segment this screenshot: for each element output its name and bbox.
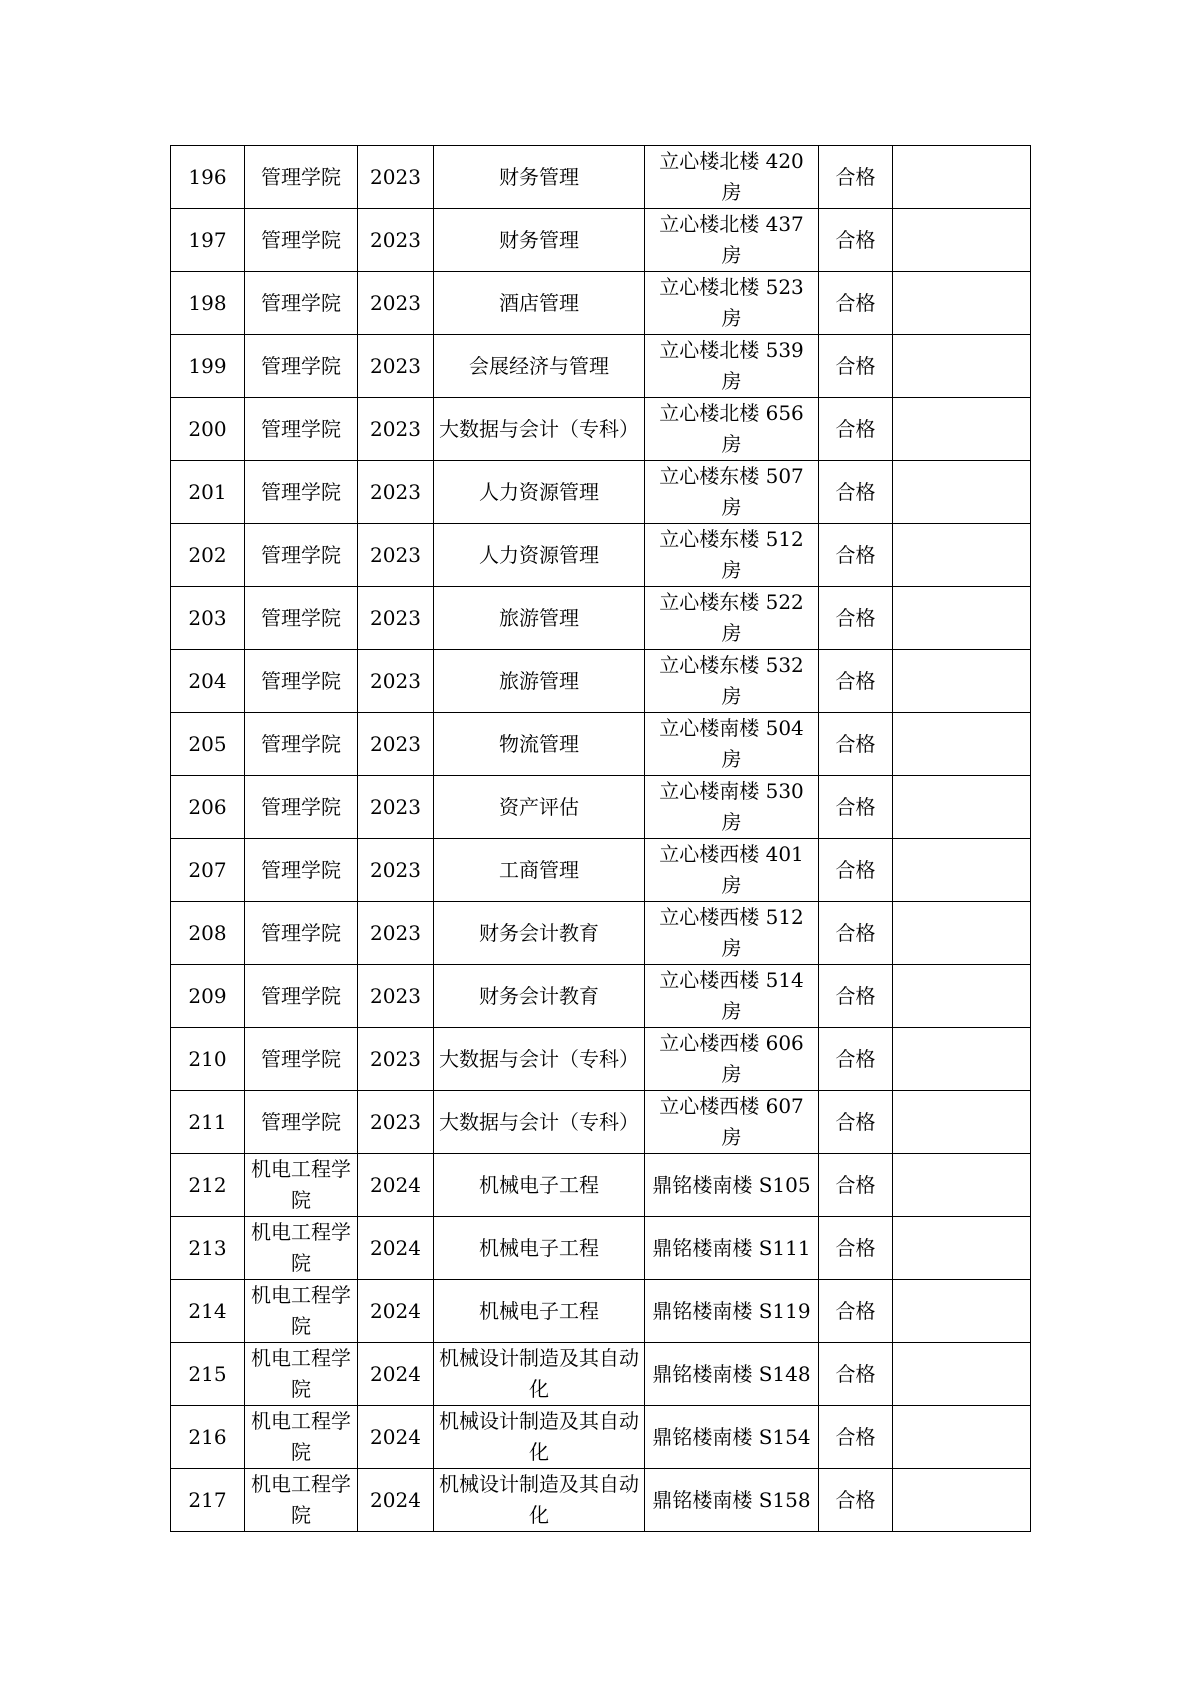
room-cell: 鼎铭楼南楼 S119	[645, 1280, 819, 1343]
major-cell: 大数据与会计（专科）	[434, 1028, 645, 1091]
remarks-cell	[893, 1028, 1031, 1091]
table-row	[171, 965, 1031, 1028]
major-cell: 机械电子工程	[434, 1217, 645, 1280]
seq-number-cell: 209	[171, 965, 245, 1028]
result-cell: 合格	[819, 335, 893, 398]
remarks-cell	[893, 1406, 1031, 1469]
major-cell: 财务管理	[434, 146, 645, 209]
grade-cell: 2024	[358, 1280, 434, 1343]
remarks-cell	[893, 776, 1031, 839]
result-cell: 合格	[819, 650, 893, 713]
grade-cell: 2023	[358, 272, 434, 335]
seq-number-cell: 196	[171, 146, 245, 209]
result-cell: 合格	[819, 146, 893, 209]
college-cell: 机电工程学院	[245, 1406, 358, 1469]
seq-number-cell: 207	[171, 839, 245, 902]
major-cell: 财务会计教育	[434, 965, 645, 1028]
room-cell: 立心楼南楼 504 房	[645, 713, 819, 776]
college-cell: 管理学院	[245, 335, 358, 398]
room-cell: 鼎铭楼南楼 S105	[645, 1154, 819, 1217]
college-cell: 管理学院	[245, 650, 358, 713]
table-row	[171, 335, 1031, 398]
remarks-cell	[893, 209, 1031, 272]
table-row	[171, 1343, 1031, 1406]
table-row	[171, 1406, 1031, 1469]
table-row	[171, 461, 1031, 524]
college-cell: 管理学院	[245, 902, 358, 965]
result-cell: 合格	[819, 1343, 893, 1406]
grade-cell: 2024	[358, 1154, 434, 1217]
major-cell: 人力资源管理	[434, 461, 645, 524]
seq-number-cell: 215	[171, 1343, 245, 1406]
result-cell: 合格	[819, 1406, 893, 1469]
grade-cell: 2023	[358, 713, 434, 776]
result-cell: 合格	[819, 587, 893, 650]
seq-number-cell: 213	[171, 1217, 245, 1280]
college-cell: 管理学院	[245, 1028, 358, 1091]
major-cell: 大数据与会计（专科）	[434, 398, 645, 461]
result-cell: 合格	[819, 272, 893, 335]
seq-number-cell: 205	[171, 713, 245, 776]
seq-number-cell: 202	[171, 524, 245, 587]
table-row	[171, 1469, 1031, 1532]
remarks-cell	[893, 524, 1031, 587]
room-cell: 鼎铭楼南楼 S148	[645, 1343, 819, 1406]
seq-number-cell: 197	[171, 209, 245, 272]
result-cell: 合格	[819, 398, 893, 461]
major-cell: 机械电子工程	[434, 1154, 645, 1217]
remarks-cell	[893, 1343, 1031, 1406]
grade-cell: 2023	[358, 209, 434, 272]
seq-number-cell: 199	[171, 335, 245, 398]
room-cell: 立心楼西楼 606 房	[645, 1028, 819, 1091]
table-row	[171, 524, 1031, 587]
remarks-cell	[893, 713, 1031, 776]
room-cell: 立心楼东楼 522 房	[645, 587, 819, 650]
result-cell: 合格	[819, 1154, 893, 1217]
result-cell: 合格	[819, 1469, 893, 1532]
grade-cell: 2023	[358, 965, 434, 1028]
remarks-cell	[893, 1217, 1031, 1280]
college-cell: 管理学院	[245, 209, 358, 272]
result-cell: 合格	[819, 1280, 893, 1343]
grade-cell: 2023	[358, 1028, 434, 1091]
college-cell: 管理学院	[245, 524, 358, 587]
grade-cell: 2023	[358, 461, 434, 524]
result-cell: 合格	[819, 1217, 893, 1280]
table-row	[171, 1154, 1031, 1217]
room-cell: 立心楼东楼 507 房	[645, 461, 819, 524]
college-cell: 管理学院	[245, 272, 358, 335]
college-cell: 管理学院	[245, 1091, 358, 1154]
room-cell: 立心楼北楼 656 房	[645, 398, 819, 461]
seq-number-cell: 200	[171, 398, 245, 461]
grade-cell: 2024	[358, 1343, 434, 1406]
result-cell: 合格	[819, 1091, 893, 1154]
grade-cell: 2023	[358, 398, 434, 461]
grade-cell: 2023	[358, 587, 434, 650]
grade-cell: 2023	[358, 902, 434, 965]
remarks-cell	[893, 1154, 1031, 1217]
seq-number-cell: 214	[171, 1280, 245, 1343]
seq-number-cell: 211	[171, 1091, 245, 1154]
remarks-cell	[893, 965, 1031, 1028]
grade-cell: 2023	[358, 335, 434, 398]
table-row	[171, 1217, 1031, 1280]
remarks-cell	[893, 146, 1031, 209]
table-row	[171, 902, 1031, 965]
major-cell: 旅游管理	[434, 587, 645, 650]
college-cell: 管理学院	[245, 398, 358, 461]
major-cell: 物流管理	[434, 713, 645, 776]
seq-number-cell: 216	[171, 1406, 245, 1469]
room-cell: 立心楼北楼 539 房	[645, 335, 819, 398]
remarks-cell	[893, 839, 1031, 902]
room-cell: 鼎铭楼南楼 S111	[645, 1217, 819, 1280]
major-cell: 机械设计制造及其自动化	[434, 1469, 645, 1532]
seq-number-cell: 198	[171, 272, 245, 335]
college-cell: 管理学院	[245, 461, 358, 524]
seq-number-cell: 206	[171, 776, 245, 839]
room-cell: 立心楼西楼 514 房	[645, 965, 819, 1028]
college-cell: 机电工程学院	[245, 1217, 358, 1280]
major-cell: 工商管理	[434, 839, 645, 902]
room-cell: 立心楼北楼 437 房	[645, 209, 819, 272]
major-cell: 大数据与会计（专科）	[434, 1091, 645, 1154]
grade-cell: 2023	[358, 146, 434, 209]
grade-cell: 2024	[358, 1469, 434, 1532]
college-cell: 管理学院	[245, 713, 358, 776]
room-cell: 立心楼西楼 401 房	[645, 839, 819, 902]
remarks-cell	[893, 1091, 1031, 1154]
major-cell: 财务会计教育	[434, 902, 645, 965]
grade-cell: 2023	[358, 524, 434, 587]
major-cell: 酒店管理	[434, 272, 645, 335]
table-row	[171, 776, 1031, 839]
room-cell: 立心楼南楼 530 房	[645, 776, 819, 839]
result-cell: 合格	[819, 965, 893, 1028]
major-cell: 机械设计制造及其自动化	[434, 1343, 645, 1406]
remarks-cell	[893, 650, 1031, 713]
room-cell: 立心楼北楼 523 房	[645, 272, 819, 335]
result-cell: 合格	[819, 902, 893, 965]
remarks-cell	[893, 587, 1031, 650]
result-cell: 合格	[819, 209, 893, 272]
grade-cell: 2023	[358, 1091, 434, 1154]
college-cell: 机电工程学院	[245, 1154, 358, 1217]
seq-number-cell: 217	[171, 1469, 245, 1532]
room-cell: 立心楼西楼 512 房	[645, 902, 819, 965]
grade-cell: 2023	[358, 776, 434, 839]
table-row	[171, 839, 1031, 902]
college-cell: 管理学院	[245, 965, 358, 1028]
major-cell: 人力资源管理	[434, 524, 645, 587]
major-cell: 会展经济与管理	[434, 335, 645, 398]
grade-cell: 2024	[358, 1406, 434, 1469]
major-cell: 机械电子工程	[434, 1280, 645, 1343]
remarks-cell	[893, 272, 1031, 335]
remarks-cell	[893, 1280, 1031, 1343]
remarks-cell	[893, 902, 1031, 965]
remarks-cell	[893, 461, 1031, 524]
result-cell: 合格	[819, 713, 893, 776]
remarks-cell	[893, 398, 1031, 461]
college-cell: 机电工程学院	[245, 1469, 358, 1532]
table-row	[171, 398, 1031, 461]
college-cell: 管理学院	[245, 839, 358, 902]
table-row	[171, 146, 1031, 209]
table-row	[171, 713, 1031, 776]
table-row	[171, 1028, 1031, 1091]
result-cell: 合格	[819, 839, 893, 902]
grade-cell: 2024	[358, 1217, 434, 1280]
table-row	[171, 272, 1031, 335]
room-cell: 立心楼北楼 420 房	[645, 146, 819, 209]
seq-number-cell: 204	[171, 650, 245, 713]
seq-number-cell: 203	[171, 587, 245, 650]
room-cell: 鼎铭楼南楼 S154	[645, 1406, 819, 1469]
college-cell: 机电工程学院	[245, 1280, 358, 1343]
major-cell: 机械设计制造及其自动化	[434, 1406, 645, 1469]
college-cell: 管理学院	[245, 146, 358, 209]
table-row	[171, 650, 1031, 713]
college-cell: 管理学院	[245, 587, 358, 650]
room-cell: 鼎铭楼南楼 S158	[645, 1469, 819, 1532]
room-cell: 立心楼西楼 607 房	[645, 1091, 819, 1154]
result-cell: 合格	[819, 461, 893, 524]
table-row	[171, 1091, 1031, 1154]
remarks-cell	[893, 1469, 1031, 1532]
grade-cell: 2023	[358, 839, 434, 902]
seq-number-cell: 210	[171, 1028, 245, 1091]
college-cell: 管理学院	[245, 776, 358, 839]
seq-number-cell: 212	[171, 1154, 245, 1217]
result-cell: 合格	[819, 524, 893, 587]
result-cell: 合格	[819, 776, 893, 839]
table-row	[171, 209, 1031, 272]
seq-number-cell: 208	[171, 902, 245, 965]
table-row	[171, 587, 1031, 650]
result-cell: 合格	[819, 1028, 893, 1091]
room-cell: 立心楼东楼 532 房	[645, 650, 819, 713]
remarks-cell	[893, 335, 1031, 398]
major-cell: 资产评估	[434, 776, 645, 839]
college-cell: 机电工程学院	[245, 1343, 358, 1406]
table-row	[171, 1280, 1031, 1343]
room-cell: 立心楼东楼 512 房	[645, 524, 819, 587]
major-cell: 旅游管理	[434, 650, 645, 713]
grade-cell: 2023	[358, 650, 434, 713]
table-body	[171, 146, 1031, 1532]
inspection-results-table	[170, 145, 1031, 1532]
major-cell: 财务管理	[434, 209, 645, 272]
seq-number-cell: 201	[171, 461, 245, 524]
